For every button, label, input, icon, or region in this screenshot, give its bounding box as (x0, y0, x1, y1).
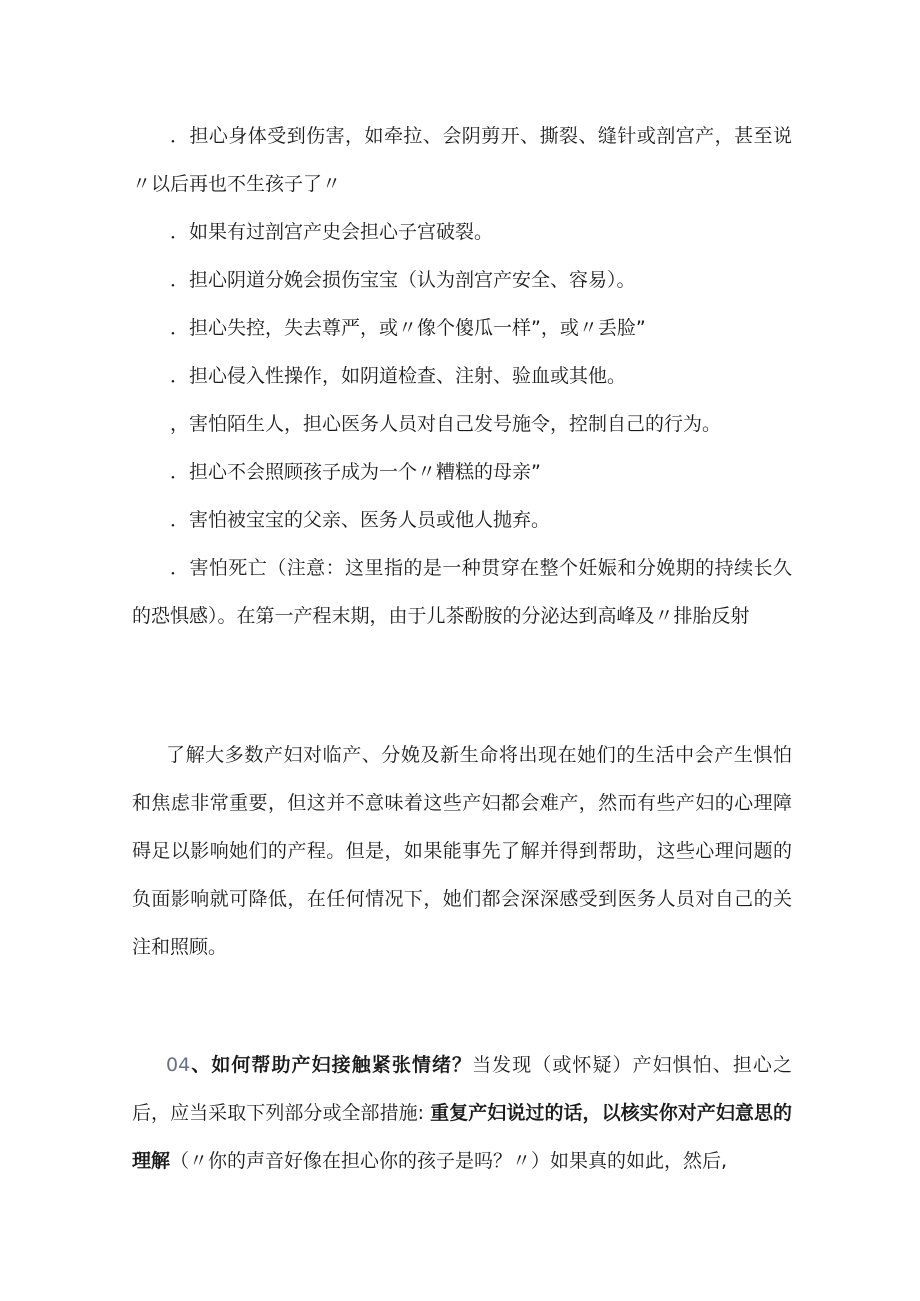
fear-item-body-injury: ．担心身体受到伤害，如牵拉、会阴剪开、撕裂、缝针或剖宫产，甚至说〃以后再也不生孩子了〃 (132, 125, 792, 195)
fear-item-vaginal-birth-harm: ．担心阴道分娩会损伤宝宝（认为剖宫产安全、容易）。 (170, 269, 636, 291)
fear-item-invasive-procedures: ．担心侵入性操作，如阴道检查、注射、验血或其他。 (170, 365, 627, 387)
section-text-a: 当发现（或怀疑）产妇惧怕、担心之后，应当采取下列部分或全部措施: (132, 1054, 792, 1124)
fear-list (132, 112, 792, 640)
section-04-paragraph (132, 1041, 792, 1185)
fear-item-uterine-rupture: ．如果有过剖宫产史会担心子宫破裂。 (170, 221, 494, 243)
fear-item-strangers: ，害怕陌生人，担心医务人员对自己发号施令，控制自己的行为。 (170, 413, 722, 435)
fear-item-bad-mother: ．担心不会照顾孩子成为一个〃糟糕的母亲” (170, 461, 541, 483)
section-separator: 、 (190, 1054, 212, 1076)
fear-item-loss-of-control: ．担心失控，失去尊严，或〃像个傻瓜一样”，或〃丢脸” (170, 317, 646, 339)
section-bold-instruction: 重复产妇说过的话，以核实你对产妇意思的理解 (132, 1102, 792, 1172)
section-heading: 如何帮助产妇接触紧张情绪？ (211, 1054, 473, 1076)
fear-item-abandonment: ．害怕被宝宝的父亲、医务人员或他人抛弃。 (170, 509, 551, 531)
understanding-paragraph: 了解大多数产妇对临产、分娩及新生命将出现在她们的生活中会产生惧怕和焦虑非常重要，但这并不意味着这些产妇都会难产，然而有些产妇的心理障碍足以影响她们的产程。但是，如果能事先了解并得到帮助，这些心理问题的负面影响就可降低，在任何情况下，她们都会深深感受到医务人员对自己的关注和照顾。 (132, 744, 792, 958)
fear-item-death: ．害怕死亡（注意：这里指的是一种贯穿在整个妊娠和分娩期的持续长久的恐惧感）。在第一产程末期，由于儿茶酚胺的分泌达到高峰及〃排胎反射 (132, 557, 792, 627)
section-number: 04 (166, 1054, 191, 1076)
section-text-c: （〃你的声音好像在担心你的孩子是吗？〃）如果真的如此，然后, (170, 1150, 728, 1172)
